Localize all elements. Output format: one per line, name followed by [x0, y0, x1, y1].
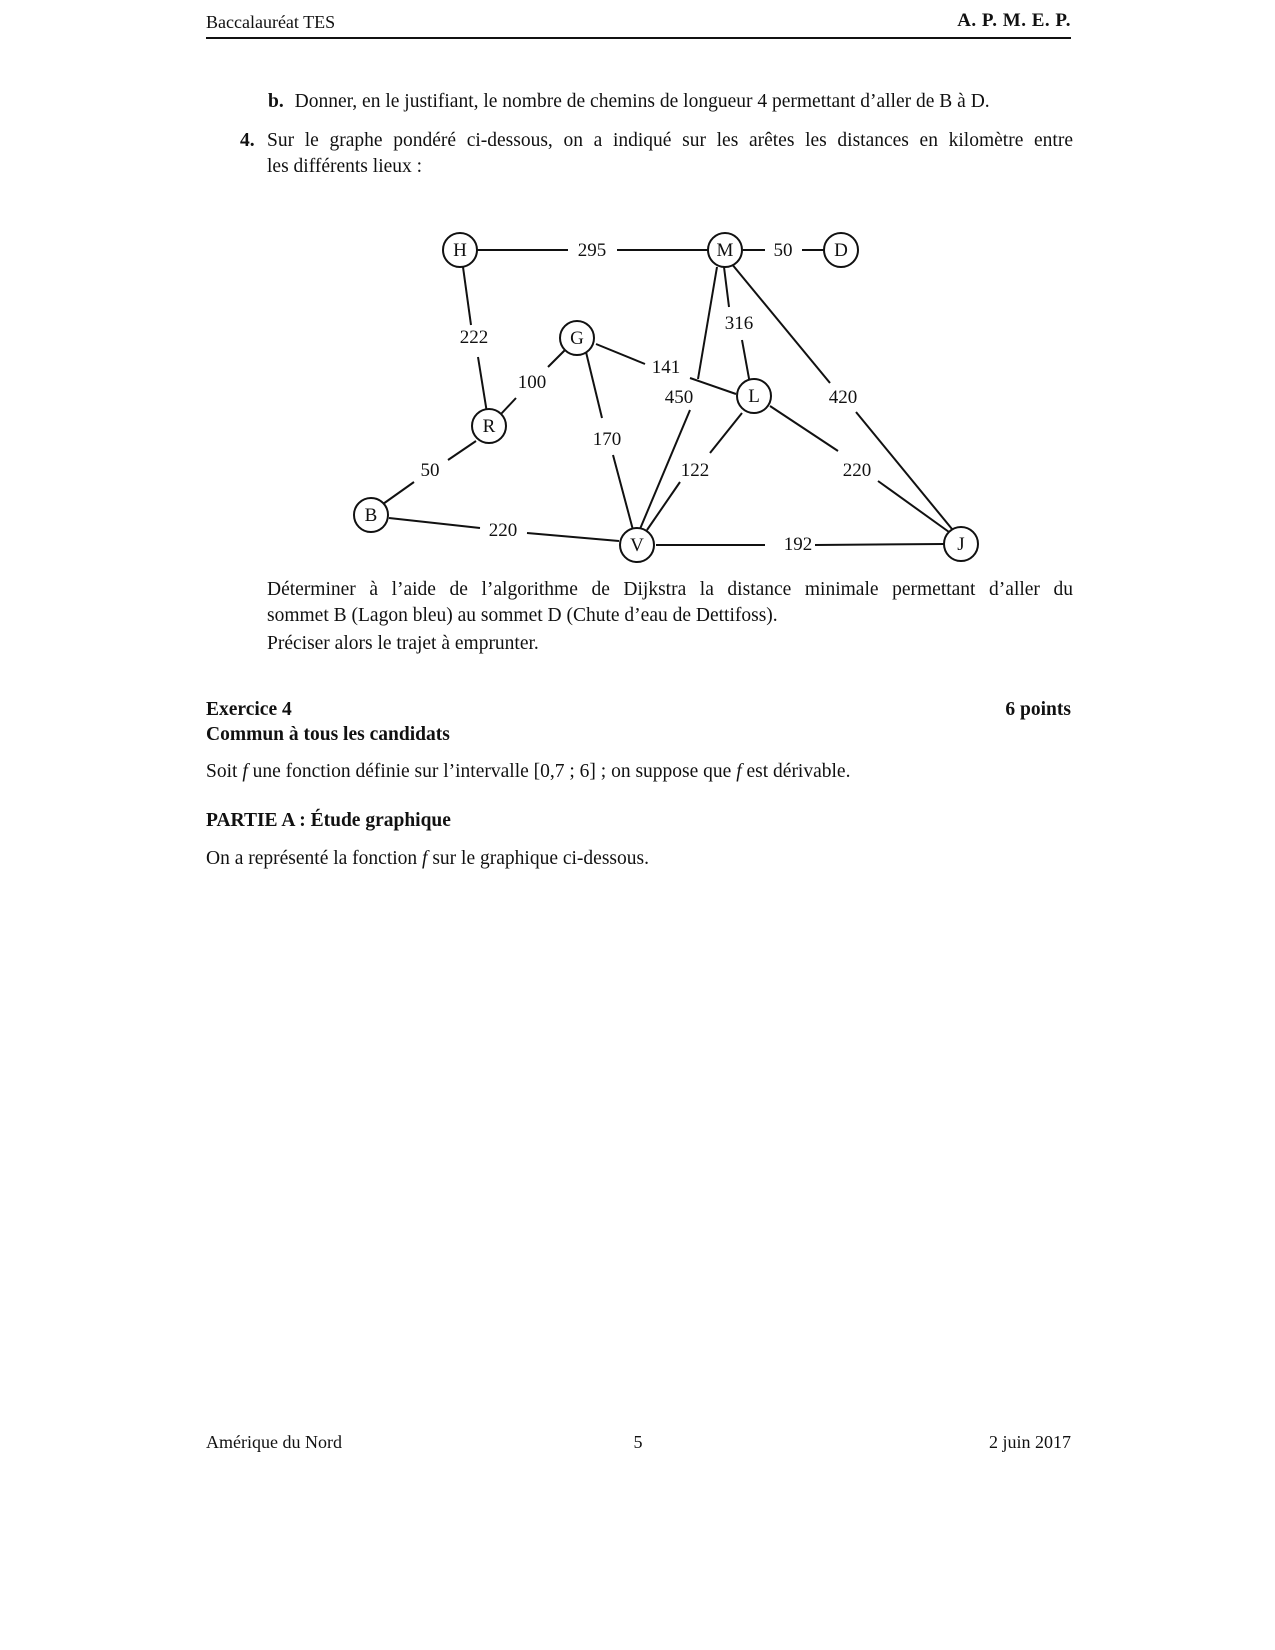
header-left: Baccalauréat TES — [206, 12, 336, 32]
node-R-label: R — [482, 416, 496, 437]
edge-G-V — [586, 352, 602, 418]
node-B-label: B — [364, 505, 378, 526]
page-number: 5 — [633, 1432, 643, 1452]
weight-H-M: 295 — [577, 240, 607, 261]
header-right: A. P. M. E. P. — [957, 10, 1071, 31]
weighted-graph — [0, 0, 1275, 600]
partie-text-a: On a représenté la fonction — [206, 848, 423, 869]
node-G-label: G — [570, 328, 584, 349]
intro-text-c: est dérivable. — [741, 761, 851, 782]
weight-R-G: 100 — [517, 372, 547, 393]
footer-left: Amérique du Nord — [206, 1432, 342, 1452]
weight-B-V: 220 — [488, 520, 518, 541]
function-f-symbol: f — [242, 761, 248, 782]
weight-L-V: 122 — [680, 460, 710, 481]
weight-G-L: 141 — [651, 357, 681, 378]
question-3b-label: b. — [268, 91, 284, 112]
dijkstra-line2: sommet B (Lagon bleu) au sommet D (Chute d’eau de Dettifoss). — [267, 605, 778, 626]
weight-M-J: 420 — [828, 387, 858, 408]
edge-B-V — [389, 518, 480, 528]
edge-R-G — [501, 398, 516, 414]
node-M-label: M — [716, 240, 734, 261]
weight-R-B: 50 — [420, 460, 440, 481]
edge-G-L — [596, 344, 645, 364]
partie-text-b: sur le graphique ci-dessous. — [427, 848, 649, 869]
intro-text-b: une fonction définie sur l’intervalle [0,7 ; 6] ; on suppose que — [247, 761, 737, 782]
edge-L-V — [710, 413, 742, 453]
node-L-label: L — [748, 386, 760, 407]
weight-G-V: 170 — [592, 429, 622, 450]
weight-M-D: 50 — [773, 240, 793, 261]
weight-M-L: 316 — [724, 313, 754, 334]
function-f-symbol: f — [736, 761, 742, 782]
node-D-label: D — [834, 240, 848, 261]
partie-a-text — [206, 846, 649, 872]
function-f-symbol: f — [422, 848, 428, 869]
partie-a-heading: PARTIE A : Étude graphique — [206, 810, 451, 831]
weight-V-J: 192 — [783, 534, 813, 555]
question-3b-text: Donner, en le justifiant, le nombre de chemins de longueur 4 permettant d’aller de B à D. — [294, 91, 990, 112]
question-4-label: 4. — [240, 130, 255, 151]
edge-M-V — [698, 267, 717, 379]
weight-L-J: 220 — [842, 460, 872, 481]
exercise-4-intro — [206, 759, 850, 785]
node-J-label: J — [957, 534, 965, 555]
exercise-4-title: Exercice 4 — [206, 699, 292, 720]
question-4-line1: Sur le graphe pondéré ci-dessous, on a indiqué sur les arêtes les distances en kilomètre entre — [267, 130, 1073, 151]
page-footer — [206, 1432, 1071, 1458]
question-4-line2: les différents lieux : — [267, 156, 423, 177]
exercise-4-points: 6 points — [1005, 699, 1071, 720]
weight-H-R: 222 — [459, 327, 489, 348]
dijkstra-line3: Préciser alors le trajet à emprunter. — [267, 633, 539, 654]
node-H-label: H — [453, 240, 467, 261]
edge-L-J — [770, 406, 838, 451]
exercise-4-subtitle: Commun à tous les candidats — [206, 724, 450, 745]
footer-right: 2 juin 2017 — [988, 1432, 1071, 1452]
edge-H-R — [463, 267, 471, 325]
node-V-label: V — [630, 535, 644, 556]
weight-M-V: 450 — [664, 387, 694, 408]
edge-R-B — [448, 441, 476, 460]
intro-text-a: Soit — [206, 761, 243, 782]
edge-M-L — [724, 267, 729, 307]
dijkstra-line1: Déterminer à l’aide de l’algorithme de Dijkstra la distance minimale permettant d’aller du — [267, 579, 1073, 600]
